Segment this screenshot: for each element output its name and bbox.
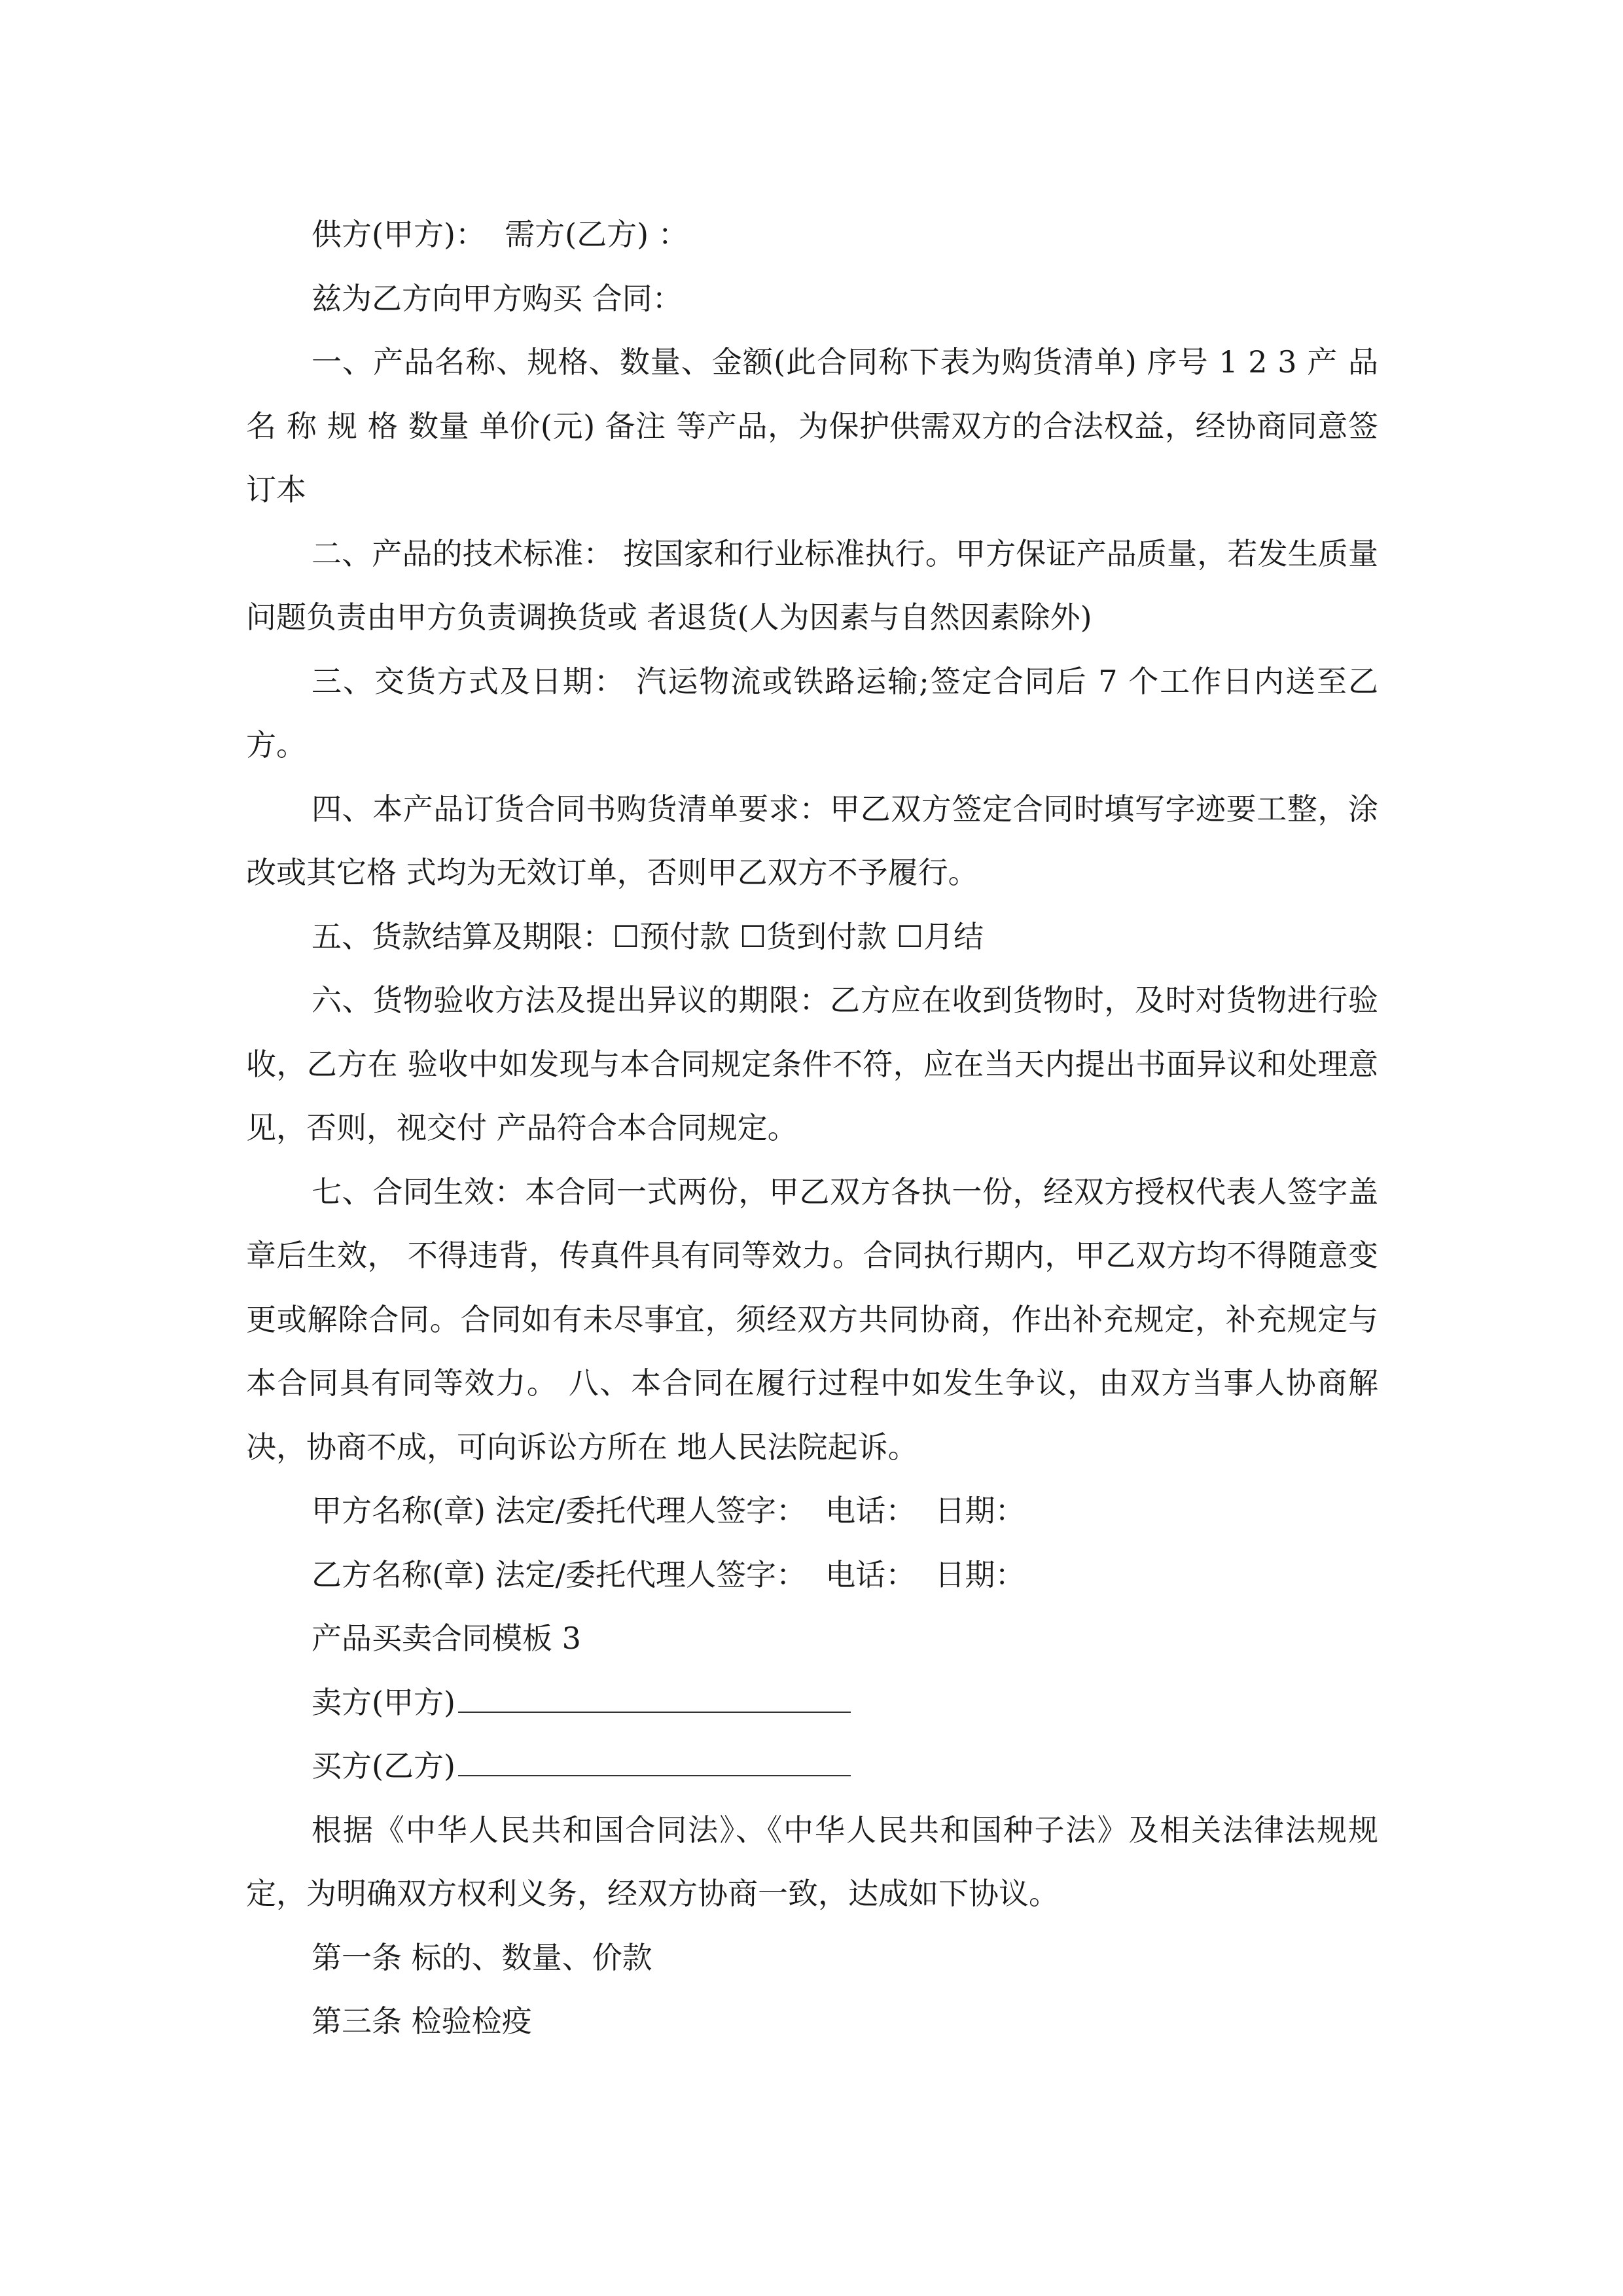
template-title: 产品买卖合同模板 3: [312, 1621, 581, 1656]
clause-6-inspection: 六、货物验收方法及提出异议的期限：乙方应在收到货物时，及时对货物进行验收，乙方在 验收中如发现与本合同规定条件不符，应在当天内提出书面异议和处理意见，否则，视交付 产品符合本合同规定。: [246, 982, 1378, 1145]
document-body: [246, 203, 1388, 2054]
seller-label: 卖方(甲方): [312, 1684, 455, 1720]
article-1-heading: 第一条 标的、数量、价款: [312, 1939, 652, 1975]
clause-3-delivery: 三、交货方式及日期： 汽运物流或铁路运输;签定合同后 7 个工作日内送至乙方。: [246, 663, 1378, 762]
seller-field: [246, 1671, 1378, 1735]
parties-line: 供方(甲方)： 需方(乙方) ：: [312, 217, 688, 252]
clause-7-effectiveness: 七、合同生效：本合同一式两份，甲乙双方各执一份，经双方授权代表人签字盖章后生效， 不得违背，传真件具有同等效力。合同执行期内，甲乙双方均不得随意变更或解除合同。合同如有未尽事宜，须经双方共同协商，作出补充规定，补充规定与本合同具有同等效力。 八、本合同在履行过程中如发生争议，由双方当事人协商解决，协商不成，可向诉讼方所在 地人民法院起诉。: [246, 1174, 1378, 1465]
purchase-intro: 兹为乙方向甲方购买 合同：: [312, 280, 683, 316]
party-a-signature-line: 甲方名称(章) 法定/委托代理人签字： 电话： 日期：: [312, 1493, 1026, 1528]
party-b-signature-line: 乙方名称(章) 法定/委托代理人签字： 电话： 日期：: [312, 1556, 1026, 1592]
legal-basis: 根据《中华人民共和国合同法》、《中华人民共和国种子法》及相关法律法规规定，为明确双方权利义务，经双方协商一致，达成如下协议。: [246, 1812, 1378, 1911]
article-3-heading: 第三条 检验检疫: [312, 2003, 532, 2039]
seller-blank-line: [458, 1685, 851, 1713]
clause-1-product: 一、产品名称、规格、数量、金额(此合同称下表为购货清单) 序号 1 2 3 产 品 名 称 规 格 数量 单价(元) 备注 等产品，为保护供需双方的合法权益，经协商同意签订本: [246, 344, 1388, 507]
buyer-label: 买方(乙方): [312, 1748, 455, 1784]
clause-2-standard: 二、产品的技术标准： 按国家和行业标准执行。甲方保证产品质量，若发生质量问题负责由甲方负责调换货或 者退货(人为因素与自然因素除外): [246, 535, 1378, 635]
buyer-field: [246, 1734, 1378, 1799]
buyer-blank-line: [458, 1749, 851, 1776]
clause-4-requirements: 四、本产品订货合同书购货清单要求：甲乙双方签定合同时填写字迹要工整，涂改或其它格 式均为无效订单，否则甲乙双方不予履行。: [246, 791, 1378, 890]
clause-5-payment: 五、货款结算及期限：☐预付款 ☐货到付款 ☐月结: [312, 918, 984, 954]
